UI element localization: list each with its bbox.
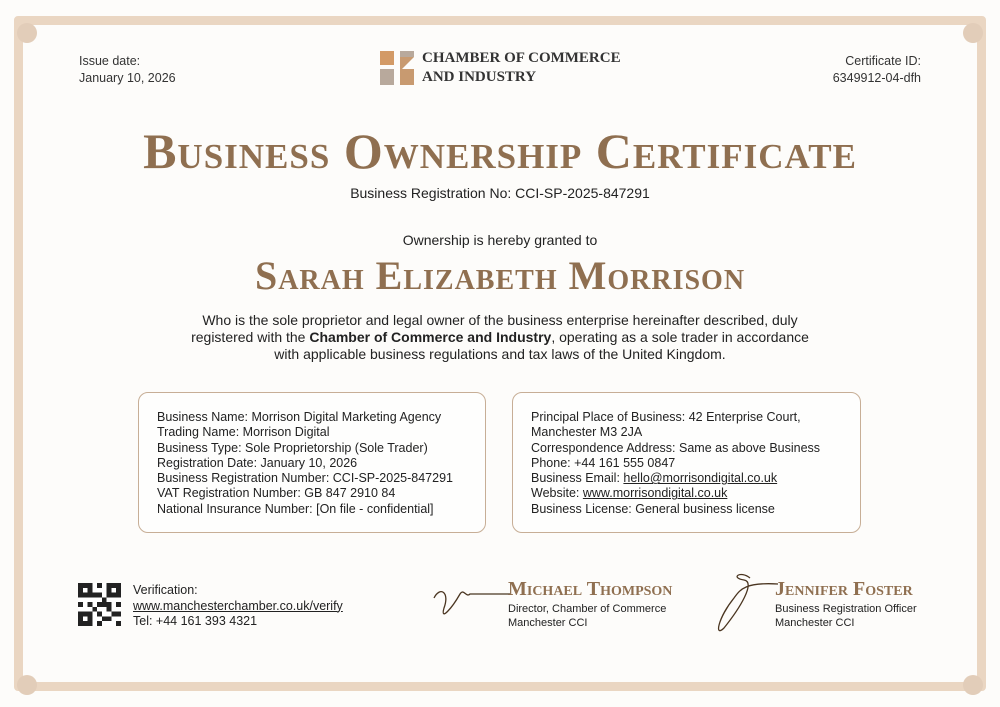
- trading-name: Trading Name: Morrison Digital: [157, 425, 330, 440]
- vat-number: VAT Registration Number: GB 847 2910 84: [157, 486, 396, 501]
- website-label: Website:: [531, 486, 583, 501]
- corner-ornament: [17, 675, 37, 695]
- business-type: Business Type: Sole Proprietorship (Sole Trader): [157, 440, 428, 455]
- ownership-statement: [185, 312, 815, 363]
- signature-jennifer-foster: [700, 568, 780, 638]
- corner-ornament: [963, 675, 983, 695]
- business-details-box: [138, 392, 486, 533]
- signatory-org: Manchester CCI: [775, 617, 855, 629]
- logo-icon: [380, 51, 414, 85]
- registration-date: Registration Date: January 10, 2026: [157, 455, 358, 470]
- website: [531, 486, 842, 501]
- address-line1: Principal Place of Business: 42 Enterprise Court,: [531, 410, 801, 424]
- business-license: Business License: General business license: [531, 501, 775, 516]
- corner-ornament: [17, 23, 37, 43]
- verification-phone: Tel: +44 161 393 4321: [133, 614, 258, 628]
- email: [531, 471, 842, 486]
- business-registration-number: Business Registration Number: CCI-SP-2025-847291: [157, 471, 453, 486]
- statement-text: Who is the sole proprietor and legal owner of the business enterprise hereinafter described, duly registered with the: [191, 312, 798, 345]
- signatory-2: [775, 578, 917, 630]
- granted-text: Ownership is hereby granted to: [402, 232, 598, 248]
- website-link[interactable]: www.morrisondigital.co.uk: [582, 486, 728, 501]
- signatory-org: Manchester CCI: [508, 617, 588, 629]
- issue-date: [79, 53, 176, 87]
- phone: Phone: +44 161 555 0847: [531, 455, 676, 470]
- email-label: Business Email:: [531, 471, 624, 486]
- org-name-line1: CHAMBER OF COMMERCE: [422, 50, 621, 66]
- qr-code-icon: [78, 583, 121, 626]
- verification-label: Verification:: [133, 583, 198, 597]
- registration-number: Business Registration No: CCI-SP-2025-847291: [350, 185, 650, 201]
- signatory-role: Director, Chamber of Commerce: [508, 603, 667, 615]
- address-line2: Manchester M3 2JA: [531, 425, 643, 440]
- certificate-id: [833, 53, 921, 87]
- national-insurance-number: National Insurance Number: [On file - confidential]: [157, 501, 434, 516]
- signatory-1: [508, 578, 672, 630]
- signatory-name: Jennifer Foster: [775, 578, 913, 600]
- certificate-id-value: 6349912-04-dfh: [832, 71, 921, 85]
- signatory-role: Business Registration Officer: [775, 603, 917, 615]
- owner-name: Sarah Elizabeth Morrison: [254, 253, 746, 298]
- corner-ornament: [963, 23, 983, 43]
- certificate-id-label: Certificate ID:: [845, 54, 921, 68]
- correspondence-address: Correspondence Address: Same as above Business: [531, 440, 821, 455]
- business-name: Business Name: Morrison Digital Marketing Agency: [157, 410, 442, 424]
- org-name-line2: AND INDUSTRY: [422, 69, 537, 85]
- issue-date-label: Issue date:: [79, 54, 141, 68]
- org-logo: [380, 49, 621, 87]
- certificate-title: Business Ownership Certificate: [143, 123, 857, 179]
- issue-date-value: January 10, 2026: [79, 71, 176, 85]
- email-link[interactable]: hello@morrisondigital.co.uk: [623, 471, 778, 486]
- contact-details-box: [512, 392, 861, 533]
- verification-link[interactable]: www.manchesterchamber.co.uk/verify: [133, 598, 343, 613]
- signatory-name: Michael Thompson: [508, 578, 673, 600]
- verification-block: [133, 583, 343, 630]
- statement-text: , operating as a sole trader in accordance with applicable business regulations and tax laws of the United Kingdom.: [274, 329, 809, 362]
- signature-michael-thompson: [430, 578, 515, 628]
- statement-org: Chamber of Commerce and Industry: [309, 329, 552, 345]
